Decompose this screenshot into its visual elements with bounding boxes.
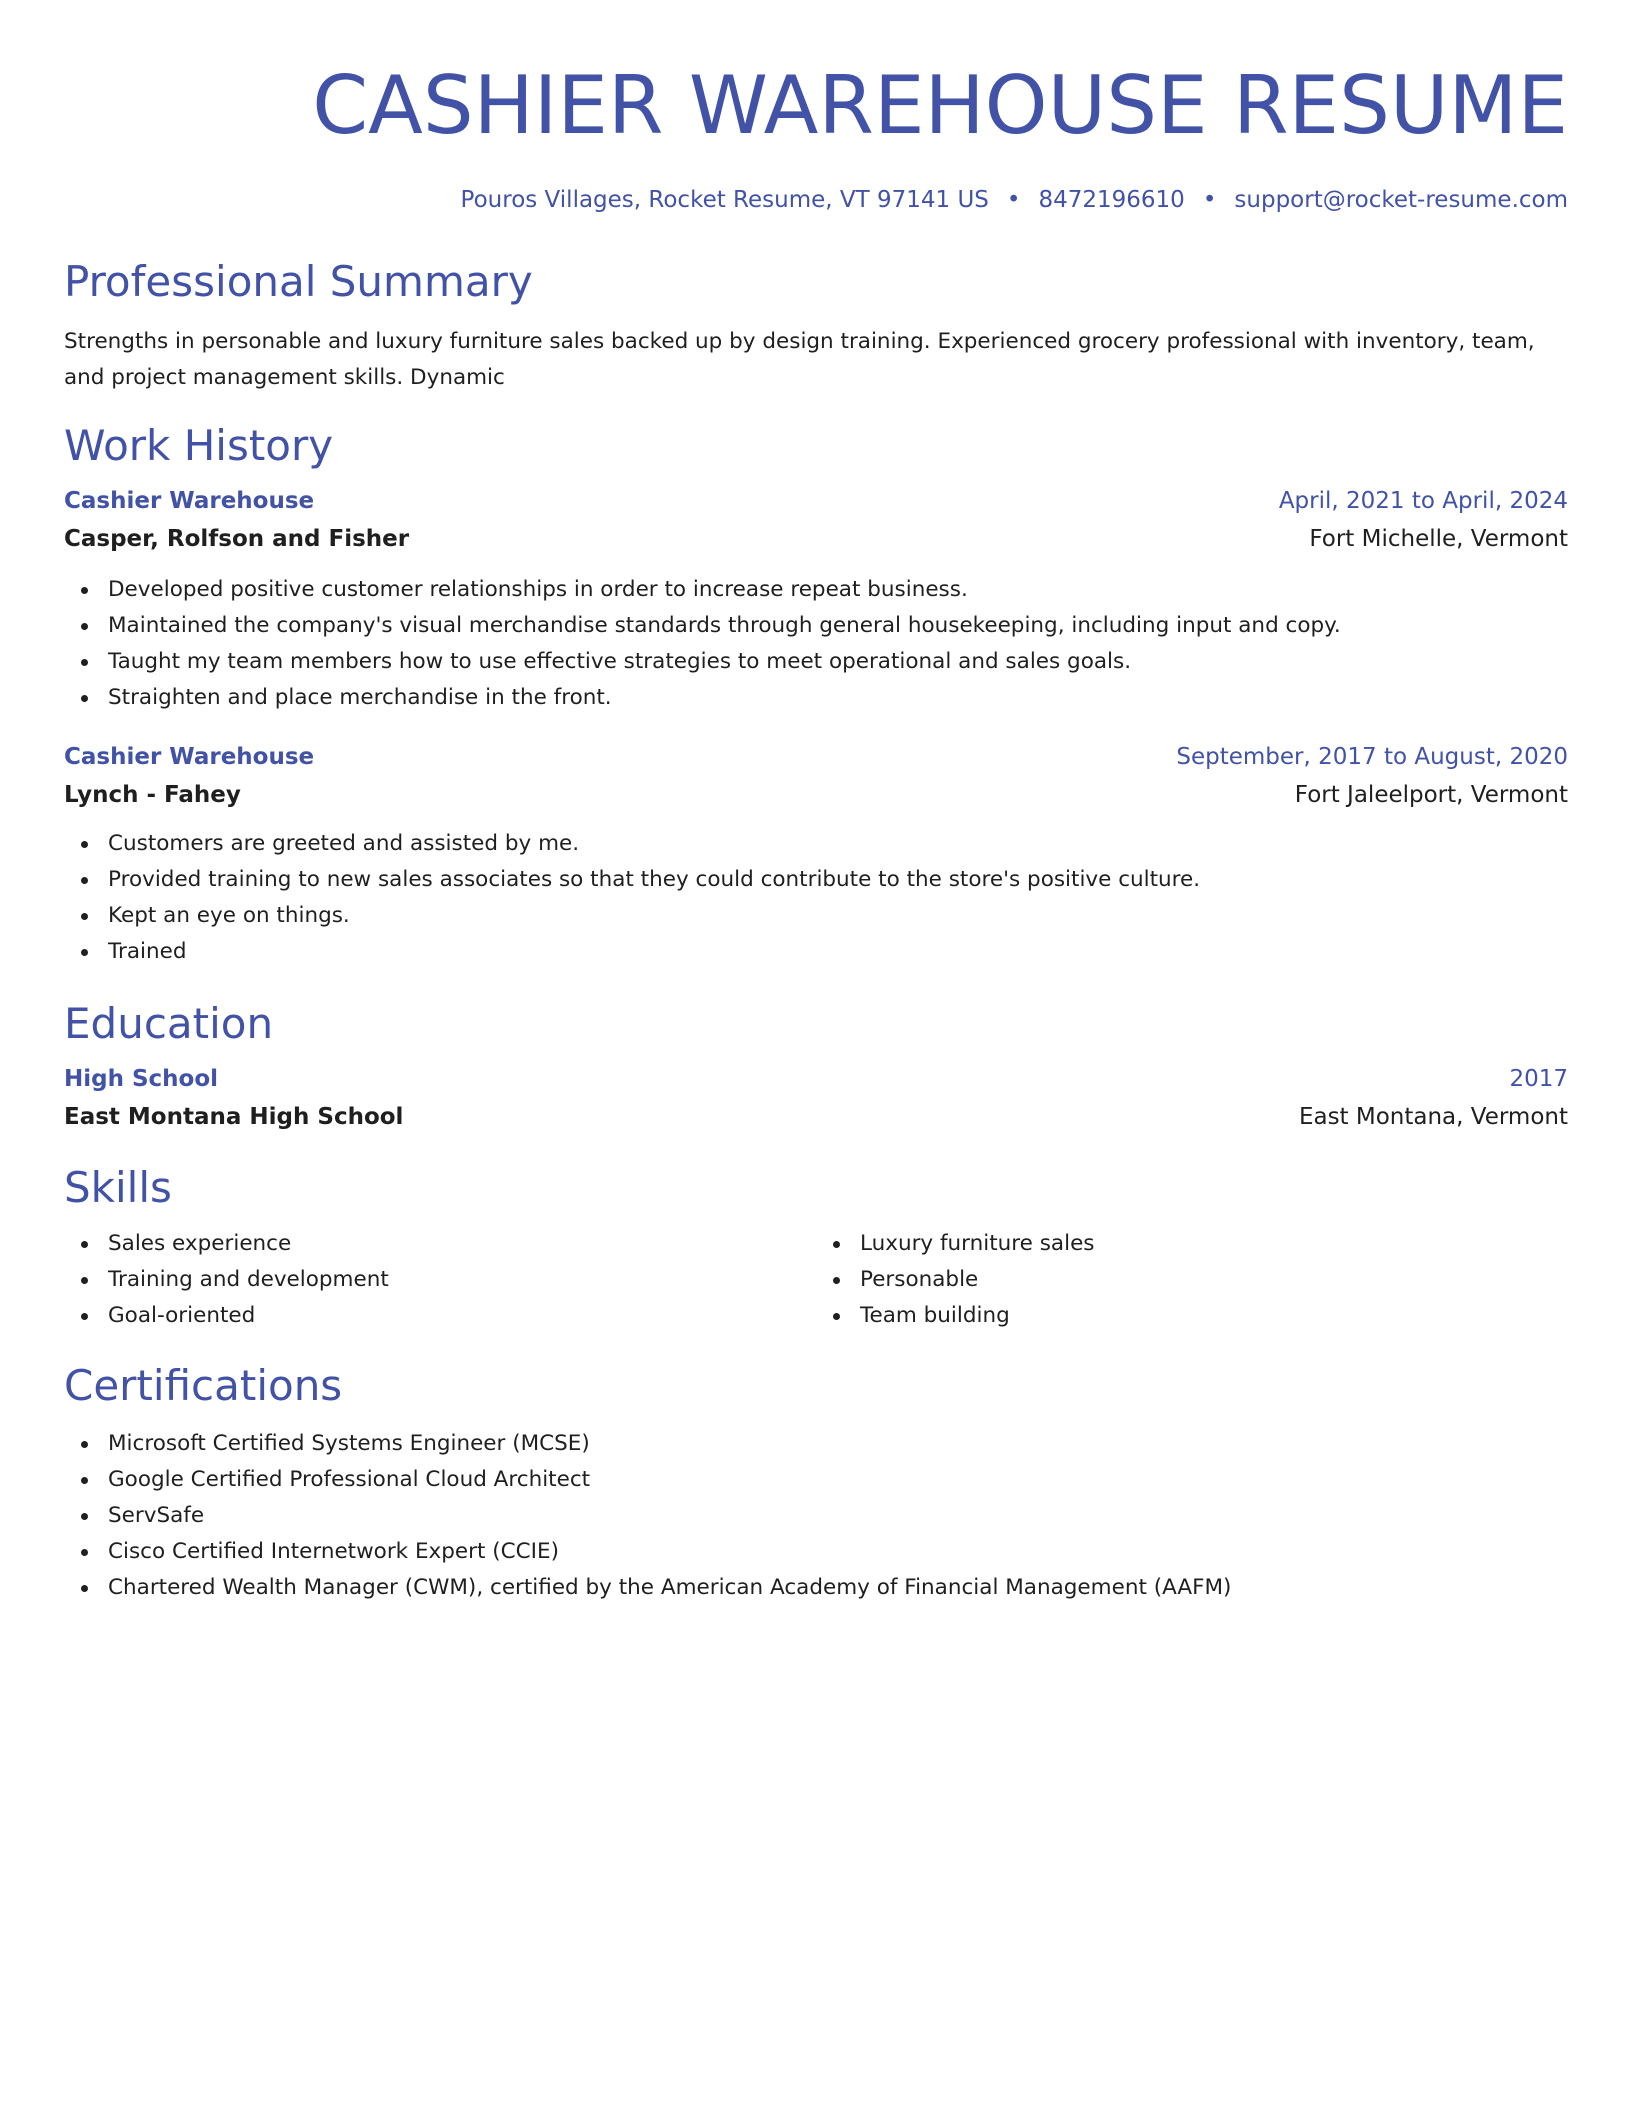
job-bullets — [64, 572, 1568, 716]
job-location: Fort Michelle, Vermont — [1309, 526, 1568, 552]
contact-address: Pouros Villages, Rocket Resume, VT 97141 US — [460, 187, 989, 213]
section-title-skills: Skills — [64, 1163, 172, 1212]
education-school-row — [64, 1098, 1568, 1136]
education-degree: High School — [64, 1066, 219, 1092]
skills-column-right — [816, 1226, 1568, 1334]
list-item: Goal-oriented — [108, 1298, 816, 1334]
section-title-work: Work History — [64, 421, 334, 470]
summary-text: Strengths in personable and luxury furniture sales backed up by design training. Experienced grocery professional with inventory, team, and project management skills. Dynamic — [64, 329, 1535, 390]
list-item: Maintained the company's visual merchandise standards through general housekeeping, including input and copy. — [108, 608, 1568, 644]
contact-separator: • — [1006, 187, 1021, 213]
list-item: Trained — [108, 934, 1568, 970]
job-company-row — [64, 520, 1568, 558]
resume-name: CASHIER WAREHOUSE RESUME — [312, 59, 1568, 152]
certifications-list — [64, 1426, 1568, 1606]
job-dates: April, 2021 to April, 2024 — [1278, 488, 1568, 514]
list-item: Team building — [860, 1298, 1568, 1334]
job-company: Lynch - Fahey — [64, 782, 241, 808]
section-title-certifications: Certifications — [64, 1361, 343, 1410]
contact-separator: • — [1202, 187, 1217, 213]
job-header-row — [64, 738, 1568, 776]
list-item: Luxury furniture sales — [860, 1226, 1568, 1262]
list-item: Kept an eye on things. — [108, 898, 1568, 934]
list-item: Provided training to new sales associates so that they could contribute to the store's positive culture. — [108, 862, 1568, 898]
education-year: 2017 — [1509, 1066, 1568, 1092]
job-entry — [64, 738, 1568, 970]
job-title: Cashier Warehouse — [64, 488, 315, 514]
education-location: East Montana, Vermont — [1298, 1104, 1568, 1130]
education-header-row — [64, 1060, 1568, 1098]
section-title-summary: Professional Summary — [64, 257, 533, 306]
job-company-row — [64, 776, 1568, 814]
job-header-row — [64, 482, 1568, 520]
job-entry — [64, 482, 1568, 716]
list-item: ServSafe — [108, 1498, 1568, 1534]
contact-line — [64, 184, 1568, 216]
list-item: Developed positive customer relationships in order to increase repeat business. — [108, 572, 1568, 608]
list-item: Microsoft Certified Systems Engineer (MCSE) — [108, 1426, 1568, 1462]
skills-list-left — [64, 1226, 816, 1334]
job-dates: September, 2017 to August, 2020 — [1176, 744, 1568, 770]
list-item: Taught my team members how to use effective strategies to meet operational and sales goals. — [108, 644, 1568, 680]
list-item: Training and development — [108, 1262, 816, 1298]
skills-column-left — [64, 1226, 816, 1334]
job-title: Cashier Warehouse — [64, 744, 315, 770]
skills-grid — [64, 1226, 1568, 1334]
section-title-education: Education — [64, 999, 274, 1048]
job-location: Fort Jaleelport, Vermont — [1294, 782, 1568, 808]
job-bullets — [64, 826, 1568, 970]
education-entry — [64, 1060, 1568, 1136]
skills-list-right — [816, 1226, 1568, 1334]
list-item: Cisco Certified Internetwork Expert (CCIE) — [108, 1534, 1568, 1570]
education-school: East Montana High School — [64, 1104, 404, 1130]
list-item: Chartered Wealth Manager (CWM), certified by the American Academy of Financial Management (AAFM) — [108, 1570, 1568, 1606]
list-item: Sales experience — [108, 1226, 816, 1262]
list-item: Straighten and place merchandise in the front. — [108, 680, 1568, 716]
contact-phone: 8472196610 — [1038, 187, 1185, 213]
contact-email: support@rocket-resume.com — [1234, 187, 1568, 213]
list-item: Customers are greeted and assisted by me. — [108, 826, 1568, 862]
list-item: Personable — [860, 1262, 1568, 1298]
list-item: Google Certified Professional Cloud Architect — [108, 1462, 1568, 1498]
job-company: Casper, Rolfson and Fisher — [64, 526, 410, 552]
